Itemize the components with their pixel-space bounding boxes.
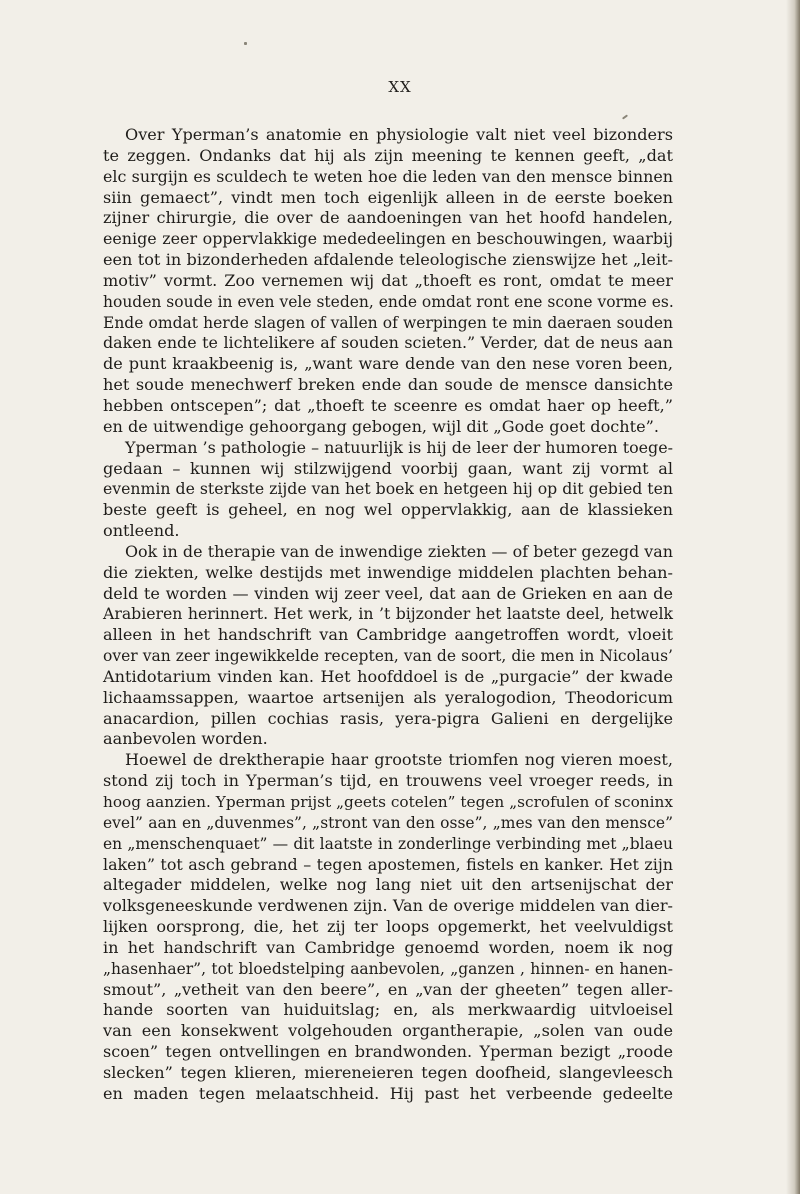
text-line: elc surgijn es sculdech te weten hoe die leden van den mensce binnen: [103, 166, 673, 186]
text-line: Over Yperman’s anatomie en physiologie valt niet veel bizonders: [125, 125, 673, 144]
text-line: alleen in het handschrift van Cambridge aangetroffen wordt, vloeit: [103, 625, 673, 645]
text-line: gedaan – kunnen wij stilzwijgend voorbij gaan, want zij vormt al: [103, 458, 673, 478]
text-line: die ziekten, welke destijds met inwendige middelen plachten behan-: [103, 562, 673, 582]
text-line: volksgeneeskunde verdwenen zijn. Van de overige middelen van dier-: [103, 896, 673, 916]
text-line: „hasenhaer”, tot bloedstelping aanbevolen, „ganzen , hinnen- en hanen-: [103, 959, 673, 978]
text-line: zijner chirurgie, die over de aandoeningen van het hoofd handelen,: [103, 208, 673, 228]
text-line: en „menschenquaet” — dit laatste in zonderlinge verbinding met „blaeu: [103, 834, 673, 853]
text-line: en maden tegen melaatschheid. Hij past het verbeende gedeelte: [103, 1083, 673, 1103]
text-line: laken” tot asch gebrand – tegen apostemen, fistels en kanker. Het zijn: [103, 854, 673, 874]
text-line: aanbevolen worden.: [103, 729, 268, 749]
text-line: van een konsekwent volgehouden organtherapie, „solen van oude: [103, 1021, 673, 1041]
text-line: eenige zeer oppervlakkige mededeelingen en beschouwingen, waarbij: [103, 229, 673, 249]
text-line: een tot in bizonderheden afdalende teleologische zienswijze het „leit-: [103, 250, 673, 270]
text-line: slecken” tegen klieren, miereneieren tegen doofheid, slangevleesch: [103, 1062, 673, 1082]
text-line: smout”, „vetheit van den beere”, en „van der gheeten” tegen aller-: [103, 979, 673, 999]
body-text: [103, 125, 673, 1105]
text-line: ontleend.: [103, 521, 180, 541]
text-line: lichaamssappen, waartoe artsenijen als yeralogodion, Theodoricum: [103, 687, 673, 707]
text-line: hebben ontscepen”; dat „thoeft te sceenre es omdat haer op heeft,”: [103, 395, 673, 415]
text-line: anacardion, pillen cochias rasis, yera-pigra Galieni en dergelijke: [103, 708, 673, 728]
text-line: siin gemaect”, vindt men toch eigenlijk alleen in de eerste boeken: [103, 187, 673, 207]
text-line: houden soude in even vele steden, ende omdat ront ene scone vorme es.: [103, 292, 674, 311]
text-line: Antidotarium vinden kan. Het hoofddoel is de „purgacie” der kwade: [103, 666, 673, 686]
text-line: over van zeer ingewikkelde recepten, van de soort, die men in Nicolaus’: [103, 647, 673, 666]
text-line: daken ende te lichtelikere af souden scieten.” Verder, dat de neus aan: [103, 333, 673, 353]
page-number: XX: [388, 78, 412, 96]
text-line: te zeggen. Ondanks dat hij als zijn meening te kennen geeft, „dat: [103, 145, 673, 165]
text-line: altegader middelen, welke nog lang niet uit den artsenijschat der: [103, 875, 673, 895]
text-line: evel” aan en „duvenmes”, „stront van den osse”, „mes van den mensce”: [103, 813, 673, 832]
text-line: het soude menechwerf breken ende dan soude de mensce dansichte: [103, 375, 673, 395]
text-line: evenmin de sterkste zijde van het boek en hetgeen hij op dit gebied ten: [103, 479, 673, 499]
text-line: beste geeft is geheel, en nog wel oppervlakkig, aan de klassieken: [103, 500, 673, 520]
text-line: scoen” tegen ontvellingen en brandwonden. Yperman bezigt „roode: [103, 1042, 673, 1062]
text-line: Hoewel de drektherapie haar grootste triomfen nog vieren moest,: [125, 750, 673, 770]
text-line: Ende omdat herde slagen of vallen of werpingen te min daeraen souden: [103, 313, 673, 332]
text-line: Yperman ’s pathologie – natuurlijk is hij de leer der humoren toege-: [125, 437, 673, 457]
text-line: hande soorten van huiduitslag; en, als merkwaardig uitvloeisel: [103, 1000, 673, 1020]
text-line: en de uitwendige gehoorgang gebogen, wijl dit „Gode goet dochte”.: [103, 416, 660, 436]
paper-fleck: [244, 42, 247, 45]
text-line: deld te worden — vinden wij zeer veel, dat aan de Grieken en aan de: [103, 583, 673, 603]
text-line: Ook in de therapie van de inwendige ziekten — of beter gezegd van: [125, 541, 673, 561]
text-line: stond zij toch in Yperman’s tijd, en trouwens veel vroeger reeds, in: [103, 771, 673, 791]
text-line: lijken oorsprong, die, het zij ter loops opgemerkt, het veelvuldigst: [103, 917, 673, 937]
text-line: Arabieren herinnert. Het werk, in ’t bijzonder het laatste deel, hetwelk: [103, 604, 673, 624]
text-line: motiv” vormt. Zoo vernemen wij dat „thoeft es ront, omdat te meer: [103, 270, 673, 290]
text-line: hoog aanzien. Yperman prijst „geets cotelen” tegen „scrofulen of sconinx: [103, 793, 673, 811]
text-line: in het handschrift van Cambridge genoemd worden, noem ik nog: [103, 937, 673, 957]
paper-fleck: [622, 114, 628, 119]
page-edge-shadow: [786, 0, 800, 1194]
text-line: de punt kraakbeenig is, „want ware dende van den nese voren been,: [103, 354, 673, 374]
